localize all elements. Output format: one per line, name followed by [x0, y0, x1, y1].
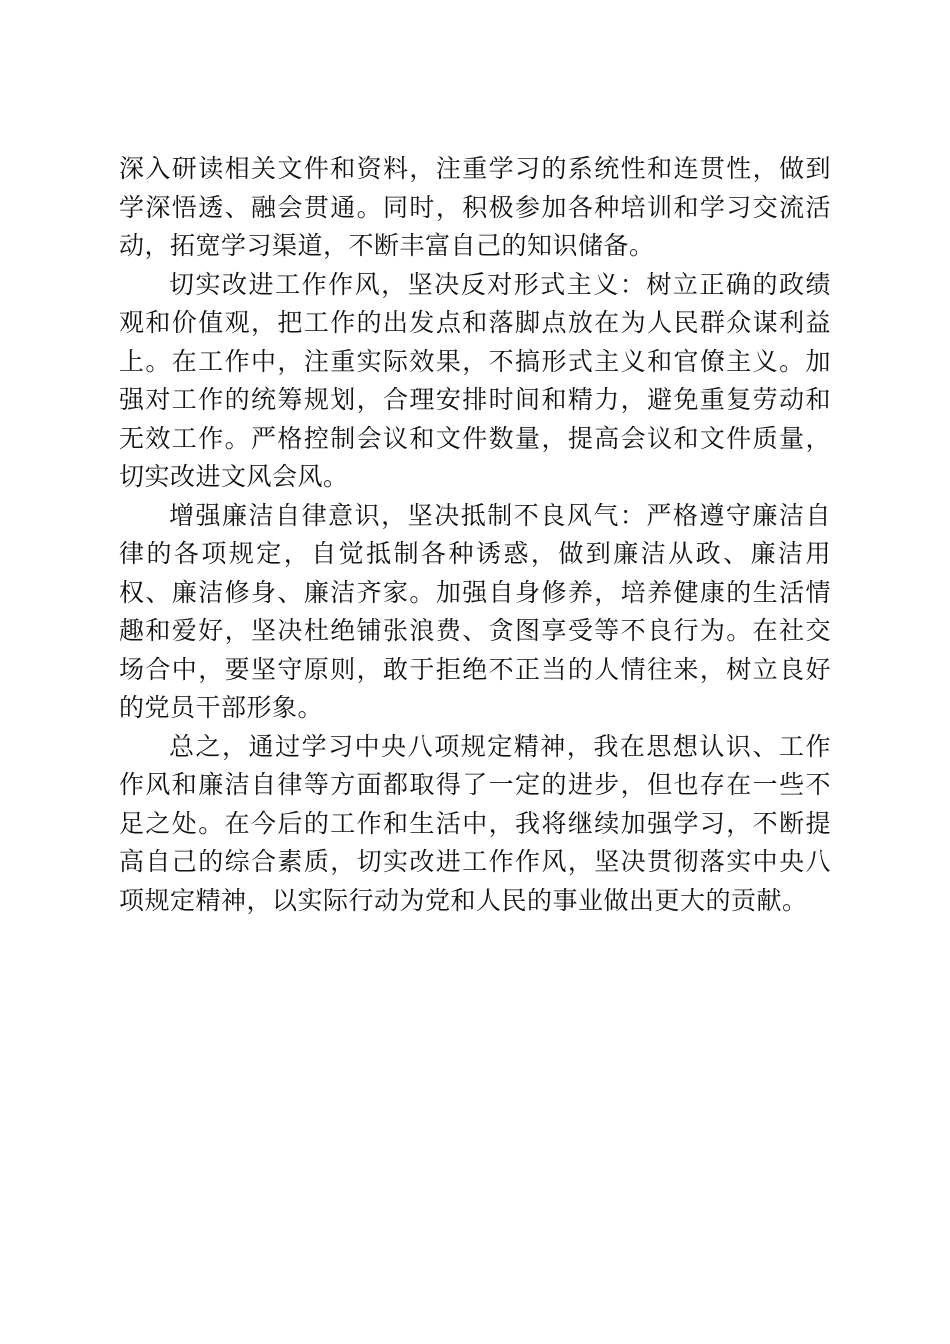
paragraph-study-continuation: 深入研读相关文件和资料，注重学习的系统性和连贯性，做到学深悟透、融会贯通。同时，积极参加各种培训和学习交流活动，拓宽学习渠道，不断丰富自己的知识储备。: [119, 154, 831, 260]
paragraph-conclusion: 总之，通过学习中央八项规定精神，我在思想认识、工作作风和廉洁自律等方面都取得了一定的进步，但也存在一些不足之处。在今后的工作和生活中，我将继续加强学习，不断提高自己的综合素质，切实改进工作作风，坚决贯彻落实中央八项规定精神，以实际行动为党和人民的事业做出更大的贡献。: [119, 731, 831, 915]
document-body: [119, 150, 831, 920]
paragraph-work-style: 切实改进工作作风，坚决反对形式主义：树立正确的政绩观和价值观，把工作的出发点和落脚点放在为人民群众谋利益上。在工作中，注重实际效果，不搞形式主义和官僚主义。加强对工作的统筹规划，合理安排时间和精力，避免重复劳动和无效工作。严格控制会议和文件数量，提高会议和文件质量，切实改进文风会风。: [119, 269, 831, 491]
paragraph-integrity: 增强廉洁自律意识，坚决抵制不良风气：严格遵守廉洁自律的各项规定，自觉抵制各种诱惑，做到廉洁从政、廉洁用权、廉洁修身、廉洁齐家。加强自身修养，培养健康的生活情趣和爱好，坚决杜绝铺张浪费、贪图享受等不良行为。在社交场合中，要坚守原则，敢于拒绝不正当的人情往来，树立良好的党员干部形象。: [119, 500, 831, 722]
